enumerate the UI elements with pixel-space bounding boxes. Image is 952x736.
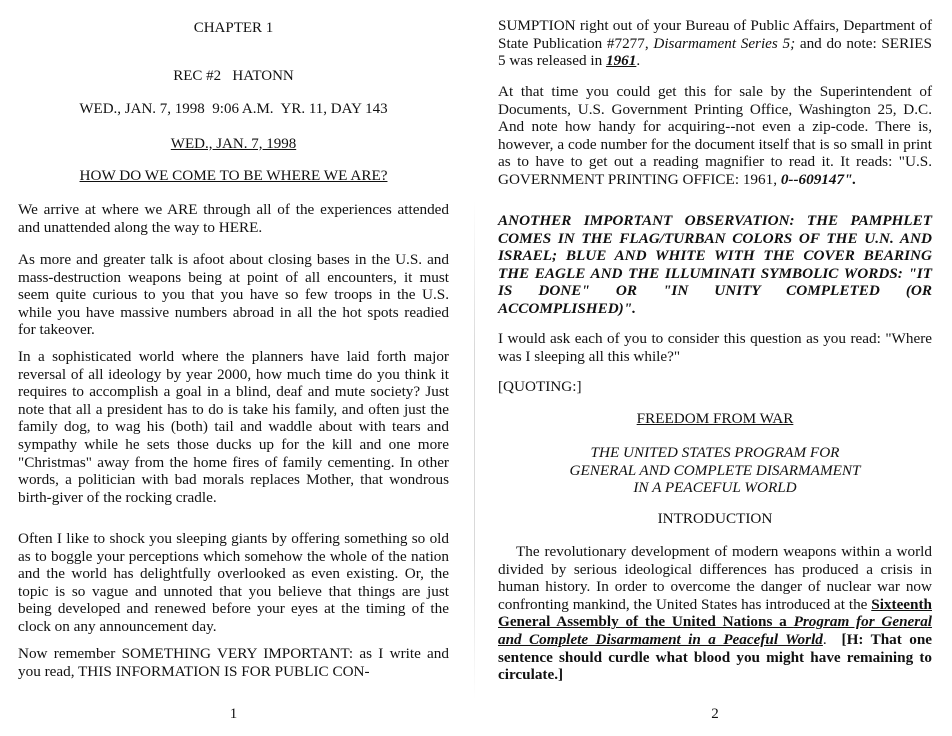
program-subtitle <box>498 444 932 497</box>
left-page <box>18 0 449 736</box>
paragraph: As more and greater talk is afoot about closing bases in the U.S. and mass-destruction weapons being at point of all encounters, it must seem quite curious to you that you have so few troops in the U.S. while you have massive numbers abroad in all the hot spots readied for takeover. <box>18 251 449 339</box>
section-heading: HOW DO WE COME TO BE WHERE WE ARE? <box>79 167 388 184</box>
dateline: WED., JAN. 7, 1998 9:06 A.M. YR. 11, DAY 143 <box>79 101 388 117</box>
paragraph-text: and do note: SERIES 5 was released in <box>498 34 932 70</box>
paragraph: In a sophisticated world where the planners have laid forth major reversal of all ideology by year 2000, how much time do you think it requires to accomplish a goal in a blind, deaf and mute society? Just note that all a president has to do is take his family, and often just the family dog, to wag his (both) tail and waddle about with tears and sympathy while he sets those ducks up for the kill and one more "Christmas" away from the home fires of family cementing. In other words, a politician with bad morals replaces Mother, that wondrous birth-giver of the rocking cradle. <box>18 348 449 506</box>
program-line: IN A PEACEFUL WORLD <box>633 479 797 497</box>
paragraph: Often I like to shock you sleeping giants by offering something so old as to boggle your perceptions which somehow the whole of the nation and the world has delightfully overlooked as even existing. Or, the topic is so vague and unnoted that you believe that things are just being developed and renewed before your eyes at the timing of the clock on any announcement day. <box>18 530 449 635</box>
program-line: GENERAL AND COMPLETE DISARMAMENT <box>569 461 861 479</box>
page-gutter <box>474 200 475 700</box>
paragraph: I would ask each of you to consider this question as you read: "Where was I sleeping all this while?" <box>498 330 932 365</box>
quoting-marker: [QUOTING:] <box>498 378 582 395</box>
paragraph <box>498 17 932 70</box>
paragraph: Now remember SOMETHING VERY IMPORTANT: as I write and you read, THIS INFORMATION IS FOR PUBLIC CON- <box>18 645 449 680</box>
paragraph-text: At that time you could get this for sale by the Superintendent of Documents, U.S. Government Printing Office, Washington 25, D.C. And note how handy for acquiring--not even a zip-code. There is, however, a code number for the document itself that is so small in print as to have to get out a reading magnifier to read it. It reads: "U.S. GOVERNMENT PRINTING OFFICE: 1961, <box>498 83 932 188</box>
paragraph-text: The revolutionary development of modern weapons within a world divided by serious ideological differences has produced a crisis in human history. In order to overcome the danger of nuclear war now confronting mankind, the United States has introduced at the <box>498 543 932 613</box>
observation-paragraph: ANOTHER IMPORTANT OBSERVATION: THE PAMPHLET COMES IN THE FLAG/TURBAN COLORS OF THE U.N. AND ISRAEL; BLUE AND WHITE WITH THE COVER BEARING THE EAGLE AND THE ILLUMINATI SYMBOLIC WORDS: "IT IS DONE" OR "IN UNITY COMPLETED (OR ACCOMPLISHED)". <box>498 212 932 317</box>
document-title: FREEDOM FROM WAR <box>636 410 794 427</box>
page-number: 1 <box>229 706 238 722</box>
chapter-title: CHAPTER 1 <box>193 20 274 36</box>
editor-note: [H: That one sentence should curdle what blood you might have remaining to circulate.] <box>498 630 933 684</box>
program-line: THE UNITED STATES PROGRAM FOR <box>590 444 840 461</box>
series-title: Disarmament Series 5; <box>653 34 796 52</box>
paragraph-text: . <box>822 630 827 648</box>
paragraph <box>498 543 932 684</box>
program-reference: Program for General and Complete Disarmament in a Peaceful World <box>498 613 933 648</box>
page-number: 2 <box>711 706 719 722</box>
document-code: 0--609147". <box>780 170 857 188</box>
paragraph-text: . <box>636 52 641 70</box>
paragraph-text: SUMPTION right out of your Bureau of Public Affairs, Department of State Publication #7277, <box>498 17 932 52</box>
paragraph: We arrive at where we ARE through all of the experiences attended and unattended along the way to HERE. <box>18 201 449 236</box>
date-underlined: WED., JAN. 7, 1998 <box>170 136 297 152</box>
release-year: 1961 <box>605 52 637 70</box>
assembly-reference: Sixteenth General Assembly of the United Nations a <box>498 595 932 631</box>
paragraph <box>498 83 932 189</box>
rec-line: REC #2 HATONN <box>173 68 294 84</box>
introduction-heading: INTRODUCTION <box>657 510 773 527</box>
right-page <box>498 0 932 736</box>
